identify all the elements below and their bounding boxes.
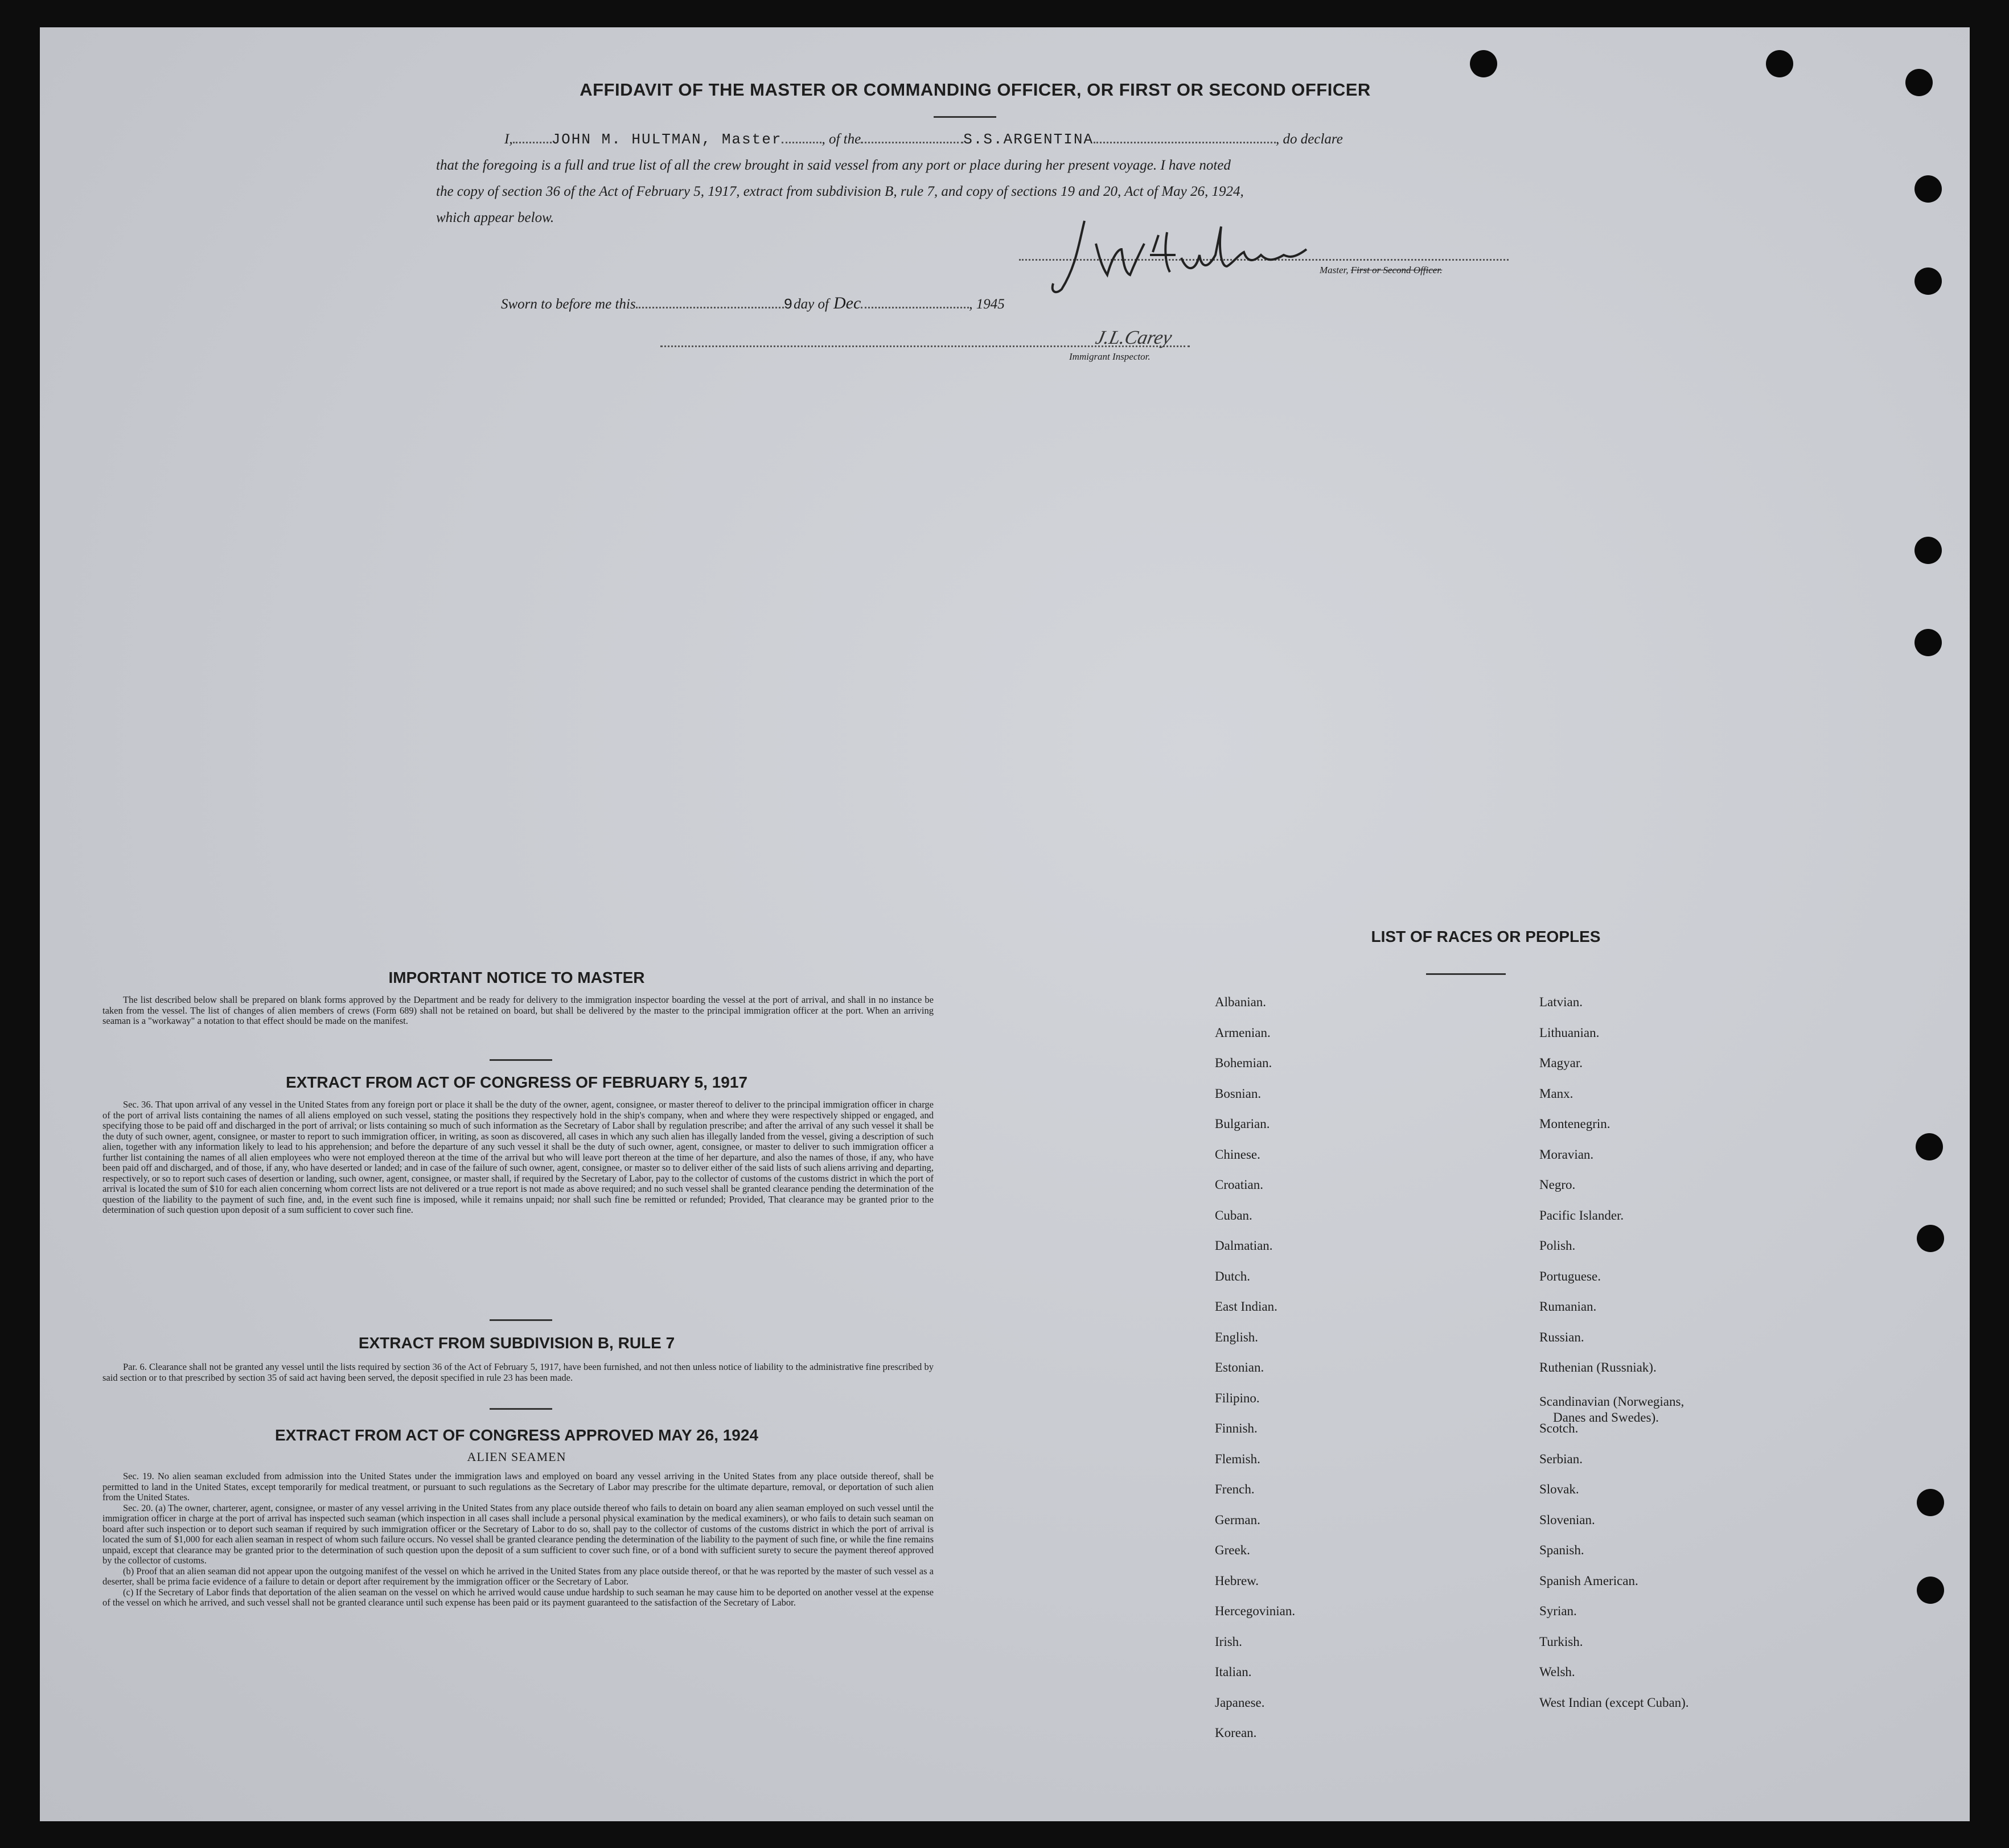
race-item: Portuguese. bbox=[1539, 1269, 1601, 1283]
section-rule-3 bbox=[490, 1408, 552, 1410]
extract-1917-title: EXTRACT FROM ACT OF CONGRESS OF FEBRUARY 5, 1917 bbox=[285, 1073, 748, 1091]
vessel-name: S.S.ARGENTINA bbox=[963, 131, 1094, 148]
punch-hole-4 bbox=[1914, 175, 1942, 203]
master-signature bbox=[1045, 209, 1318, 301]
race-item: Finnish. bbox=[1215, 1421, 1258, 1435]
of-the-label: , of the bbox=[821, 131, 861, 147]
race-item: Syrian. bbox=[1539, 1604, 1577, 1618]
race-item: Bohemian. bbox=[1215, 1056, 1272, 1070]
race-item: Hebrew. bbox=[1215, 1573, 1259, 1588]
punch-hole-11 bbox=[1917, 1577, 1944, 1604]
race-item: Estonian. bbox=[1215, 1360, 1264, 1374]
extract-1917-text: Sec. 36. That upon arrival of any vessel in the United States from any foreign port or place it shall be the duty of the owner, agent, consignee, or master thereof to deliver to the principal immigration officer in charge of the port of arrival lists containing the names of all aliens employed on such vessel, stating the positions they respectively hold in the ship's company, when and where they were respectively shipped or engaged, and specifying those to be paid off and discharged in the port of arrival; or lists containing so much of such information as the Secretary of Labor shall by regulation prescribe; and after the arrival of any such vessel it shall be the duty of such owner, agent, consignee, or master to report to such immigration officer, in writing, as soon as discovered, all cases in which any such alien has illegally landed from the vessel, giving a description of such alien, together with any information likely to lead to his apprehension; and before the departure of any such vessel it shall be the duty of such owner, agent, consignee, or master to deliver to such immigration officer a further list containing the names of all alien employees who were not employed thereon at the time of the arrival but who will leave port thereon at the time of her departure, and also the names of those, if any, who have been paid off and discharged, and of those, if any, who have deserted or landed; and in case of the failure of such owner, agent, consignee, or master so to deliver either of the said lists of such aliens arriving and departing, respectively, or so to report such cases of desertion or landing, such owner, agent, consignee, or master shall, if required by the Secretary of Labor, pay to the collector of customs of the customs district in which the port of arrival is located the sum of $10 for each alien concerning whom correct lists are not delivered or a true report is not made as above required; and no such vessel shall be granted clearance pending the determination of the question of the liability to the payment of such fine, and, in the event such fine is imposed, while it remains unpaid; nor shall such fine be remitted or refunded; Provided, That clearance may be granted prior to the determination of such question upon deposit of a sum sufficient to cover such fine. bbox=[102, 1099, 934, 1215]
struck-officer-caption: First or Second Officer. bbox=[1350, 265, 1443, 275]
sworn-month: Dec bbox=[833, 294, 861, 312]
races-rule bbox=[1426, 973, 1506, 975]
inspector-signature: J.L.Carey bbox=[1094, 327, 1174, 348]
race-item: East Indian. bbox=[1215, 1299, 1277, 1314]
punch-hole-10 bbox=[1917, 1489, 1944, 1516]
sworn-day: 9 bbox=[783, 296, 794, 313]
i-label: I, bbox=[504, 131, 513, 147]
race-item: Italian. bbox=[1215, 1665, 1252, 1679]
affidavit-line-1 bbox=[504, 126, 1518, 153]
year-prefix: , 19 bbox=[969, 297, 991, 312]
title-rule bbox=[934, 116, 996, 118]
race-item: Magyar. bbox=[1539, 1056, 1583, 1070]
race-item: Danes and Swedes). bbox=[1553, 1410, 1659, 1425]
race-item: Lithuanian. bbox=[1539, 1025, 1600, 1040]
sworn-year: 45 bbox=[990, 297, 1005, 312]
race-item: Negro. bbox=[1539, 1178, 1576, 1192]
race-item: Spanish. bbox=[1539, 1543, 1584, 1557]
alien-seamen-subtitle: ALIEN SEAMEN bbox=[467, 1450, 566, 1464]
punch-hole-9 bbox=[1917, 1225, 1944, 1252]
extract-1924-title: EXTRACT FROM ACT OF CONGRESS APPROVED MAY 26, 1924 bbox=[275, 1426, 758, 1444]
race-item: Russian. bbox=[1539, 1330, 1584, 1344]
sec-19-paragraph: Sec. 19. No alien seaman excluded from admission into the United States under the immigration laws and employed on board any vessel arriving in the United States from any place outside thereof, shall be permitted to land in the United States, except temporarily for medical treatment, or pursuant to such regulations as the Secretary of Labor may prescribe for the ultimate departure, removal, or deportation of such alien from the United States. bbox=[102, 1471, 934, 1503]
extract-rule7-title: EXTRACT FROM SUBDIVISION B, RULE 7 bbox=[358, 1334, 675, 1352]
race-item: Irish. bbox=[1215, 1634, 1242, 1649]
race-item: Latvian. bbox=[1539, 995, 1583, 1009]
affidavit-title: AFFIDAVIT OF THE MASTER OR COMMANDING OFFICER, OR FIRST OR SECOND OFFICER bbox=[580, 80, 1371, 100]
punch-hole-7 bbox=[1914, 629, 1942, 656]
race-item: Armenian. bbox=[1215, 1025, 1271, 1040]
race-item: Spanish American. bbox=[1539, 1573, 1638, 1588]
race-item: French. bbox=[1215, 1482, 1255, 1496]
race-item: Rumanian. bbox=[1539, 1299, 1597, 1314]
sec-20a-paragraph: Sec. 20. (a) The owner, charterer, agent, consignee, or master of any vessel arriving in the United States from any place outside thereof who fails to detain on board any alien seaman employed on such vessel until the immigration officer in charge at the port of arrival has inspected such seaman (which inspection in all cases shall include a personal physical examination by the medical examiners), or who fails to detain such seaman on board after such inspection or to deport such seaman if required by such immigration officer or the Secretary of Labor to do so, shall pay to the collector of customs of the customs district in which the port of arrival is located the sum of $1,000 for each alien seaman in respect of whom such failure occurs. No vessel shall be granted clearance pending the determination of the liability to the payment of such fine, or while the fine remains unpaid, except that clearance may be granted prior to the determination of such question upon the deposit of a sum sufficient to cover such fine, or of a bond with sufficient surety to secure the payment thereof approved by the collector of customs. bbox=[102, 1502, 934, 1566]
race-item: Montenegrin. bbox=[1539, 1117, 1611, 1131]
section-rule-1 bbox=[490, 1059, 552, 1061]
race-item: German. bbox=[1215, 1512, 1260, 1527]
race-item: Hercegovinian. bbox=[1215, 1604, 1296, 1618]
declaration-line-2: the copy of section 36 of the Act of February 5, 1917, extract from subdivision B, rule 7, and copy of sections 19 and 20, Act of May 26, 1924, bbox=[436, 184, 1244, 199]
race-item: Greek. bbox=[1215, 1543, 1250, 1557]
notice-title: IMPORTANT NOTICE TO MASTER bbox=[388, 969, 645, 986]
race-item: Slovenian. bbox=[1539, 1512, 1595, 1527]
race-item: Croatian. bbox=[1215, 1178, 1263, 1192]
sec-20c-paragraph: (c) If the Secretary of Labor finds that deportation of the alien seaman on the vessel on which he arrived would cause undue hardship to such seaman he may cause him to be deported on another vessel at the expense of the vessel on which he arrived, and such vessel shall not be granted clearance until such expense has been paid or its payment guaranteed to the satisfaction of the Secretary of Labor. bbox=[102, 1586, 934, 1608]
sworn-line bbox=[501, 290, 1005, 318]
race-item: Turkish. bbox=[1539, 1634, 1583, 1649]
race-item: Ruthenian (Russniak). bbox=[1539, 1360, 1657, 1374]
race-item: Dutch. bbox=[1215, 1269, 1250, 1283]
race-item: Dalmatian. bbox=[1215, 1238, 1273, 1253]
race-item: Cuban. bbox=[1215, 1208, 1252, 1223]
race-item: Bulgarian. bbox=[1215, 1117, 1270, 1131]
extract-rule7-text: Par. 6. Clearance shall not be granted any vessel until the lists required by section 36 of the Act of February 5, 1917, have been furnished, and not then unless notice of liability to the administrative fine prescribed by said section or to that prescribed by section 35 of said act having been served, the deposit specified in rule 23 has been made. bbox=[102, 1361, 934, 1383]
race-item: Flemish. bbox=[1215, 1451, 1260, 1466]
race-item: Polish. bbox=[1539, 1238, 1576, 1253]
punch-hole-2 bbox=[1766, 50, 1793, 77]
do-declare-label: , do declare bbox=[1276, 131, 1343, 147]
master-name: JOHN M. HULTMAN, Master bbox=[551, 131, 782, 148]
declaration-line-3: which appear below. bbox=[436, 210, 554, 225]
punch-hole-8 bbox=[1916, 1133, 1943, 1160]
master-caption-label: Master, bbox=[1320, 265, 1349, 275]
declaration-line-1: that the foregoing is a full and true list of all the crew brought in said vessel from any port or place during her present voyage. I have noted bbox=[436, 158, 1231, 173]
extract-1924-body bbox=[102, 1471, 934, 1608]
race-item: Japanese. bbox=[1215, 1695, 1265, 1710]
punch-hole-6 bbox=[1914, 537, 1942, 564]
punch-hole-5 bbox=[1914, 267, 1942, 295]
race-item: Scotch. bbox=[1539, 1421, 1579, 1435]
race-item: Scandinavian (Norwegians, bbox=[1539, 1394, 1685, 1409]
punch-hole-3 bbox=[1905, 69, 1933, 96]
race-item: Slovak. bbox=[1539, 1482, 1579, 1496]
punch-hole-1 bbox=[1470, 50, 1497, 77]
section-rule-2 bbox=[490, 1319, 552, 1321]
race-item: English. bbox=[1215, 1330, 1259, 1344]
inspector-caption: Immigrant Inspector. bbox=[1069, 351, 1151, 362]
notice-text: The list described below shall be prepared on blank forms approved by the Department and be ready for delivery to the immigration inspector boarding the vessel at the port of arrival, and shall in no instance be taken from the vessel. The list of changes of alien members of crews (Form 689) shall not be retained on board, but shall be delivered by the master to the principal immigration officer at the port. When an arriving seaman is a "workaway" a notation to that effect should be made on the manifest. bbox=[102, 994, 934, 1026]
sec-20b-paragraph: (b) Proof that an alien seaman did not appear upon the outgoing manifest of the vessel on which he arrived in the United States from any place outside thereof, or that he was reported by the master of such vessel as a deserter, shall be prima facie evidence of a failure to detain or deport after requirement by the immigration officer or the Secretary of Labor. bbox=[102, 1565, 934, 1587]
master-caption bbox=[1320, 265, 1442, 276]
sworn-label: Sworn to before me this bbox=[501, 297, 636, 312]
race-item: Welsh. bbox=[1539, 1665, 1575, 1679]
race-item: Bosnian. bbox=[1215, 1086, 1262, 1101]
race-item: Pacific Islander. bbox=[1539, 1208, 1624, 1223]
race-item: Albanian. bbox=[1215, 995, 1267, 1009]
races-title: LIST OF RACES OR PEOPLES bbox=[1371, 928, 1601, 945]
race-item: Chinese. bbox=[1215, 1147, 1260, 1162]
race-item: Filipino. bbox=[1215, 1390, 1260, 1405]
race-item: West Indian (except Cuban). bbox=[1539, 1695, 1689, 1710]
race-item: Moravian. bbox=[1539, 1147, 1594, 1162]
day-of-label: day of bbox=[794, 297, 829, 312]
race-item: Korean. bbox=[1215, 1726, 1257, 1740]
race-item: Serbian. bbox=[1539, 1451, 1583, 1466]
race-item: Manx. bbox=[1539, 1086, 1573, 1101]
